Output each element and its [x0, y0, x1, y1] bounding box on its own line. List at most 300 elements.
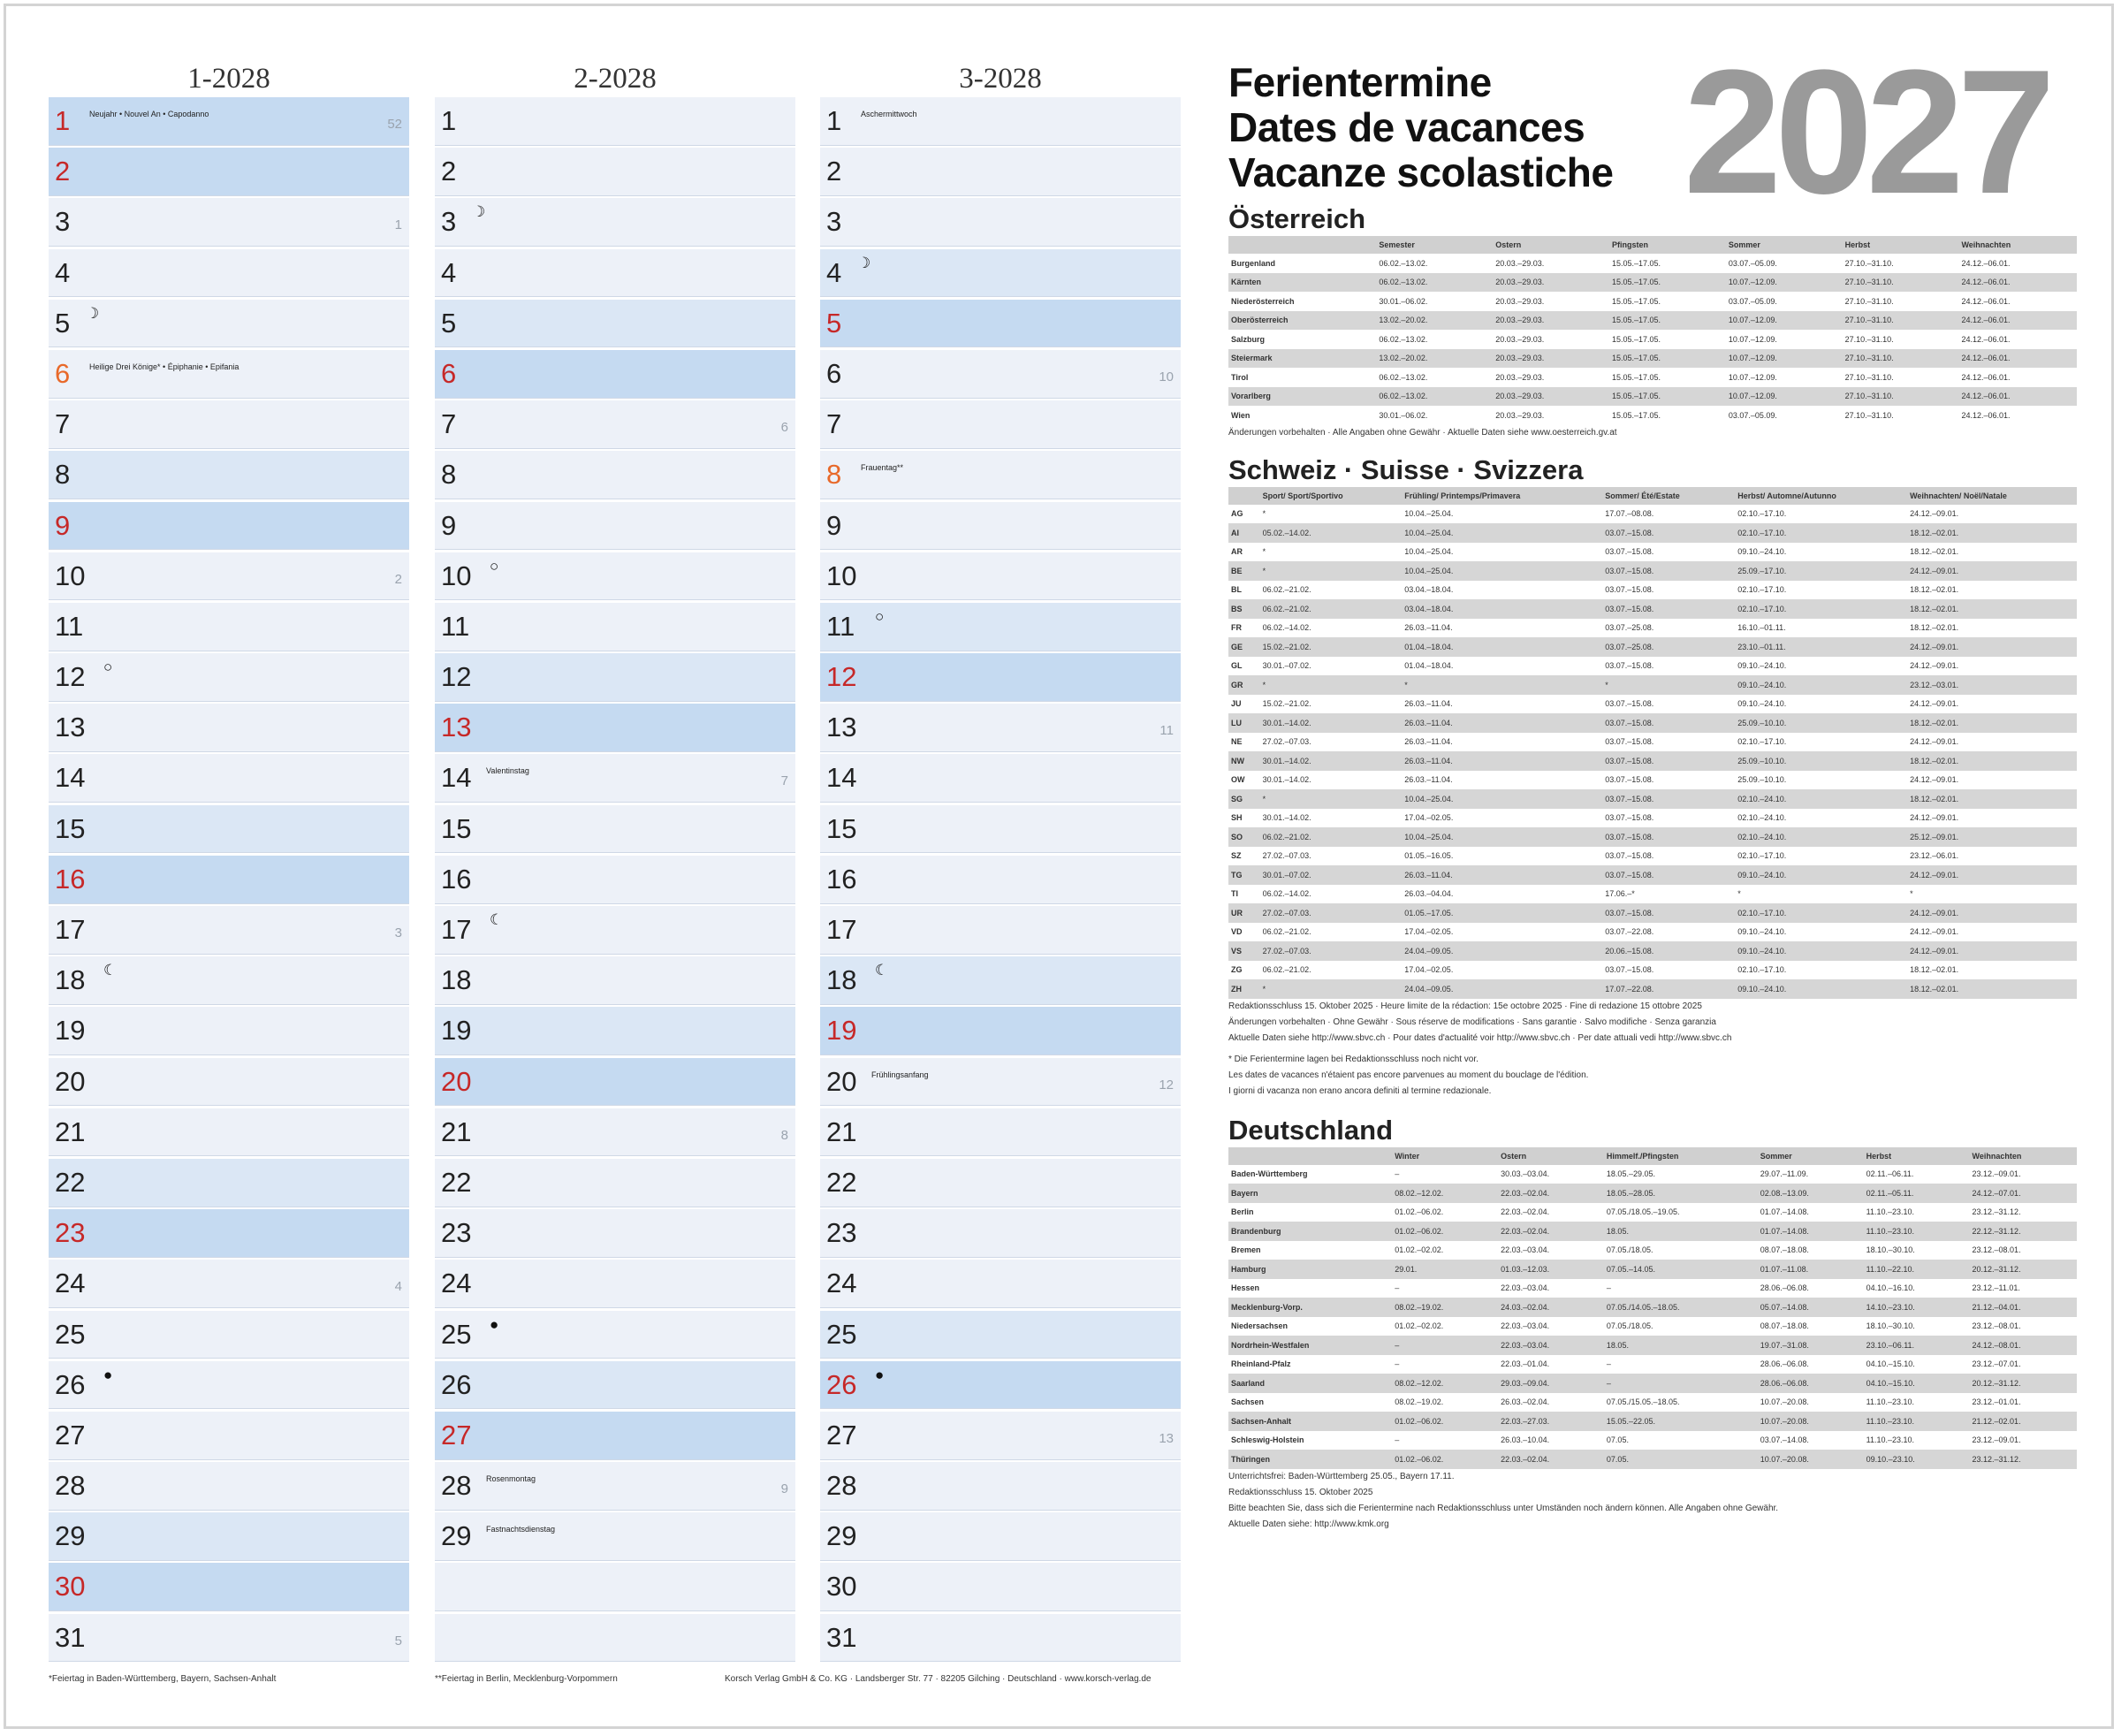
date-cell: 11.10.–23.10. [1864, 1412, 1970, 1431]
date-cell: 03.07.–25.08. [1605, 623, 1654, 633]
day-row[interactable] [820, 1614, 1181, 1663]
table-row [1228, 1222, 2077, 1241]
day-row[interactable] [49, 1058, 409, 1107]
day-row[interactable] [435, 1412, 795, 1460]
day-number: 26 [55, 1368, 86, 1400]
day-row[interactable] [820, 1412, 1181, 1460]
day-row[interactable] [435, 1311, 795, 1359]
day-row[interactable] [820, 956, 1181, 1005]
day-row[interactable] [49, 198, 409, 247]
day-row[interactable] [820, 148, 1181, 196]
region-cell: SO [1228, 827, 1260, 847]
day-row[interactable] [49, 704, 409, 752]
date-cell: 24.12.–09.01. [1907, 637, 2077, 657]
day-row[interactable] [820, 249, 1181, 298]
day-row[interactable] [820, 350, 1181, 399]
day-row[interactable] [49, 1159, 409, 1207]
date-cell: 05.07.–14.08. [1758, 1298, 1864, 1317]
date-cell: 22.03.–03.04. [1498, 1336, 1604, 1355]
date-cell: 02.11.–06.11. [1866, 1169, 1914, 1179]
day-note: Fastnachtsdienstag [486, 1525, 556, 1534]
day-note: Frühlingsanfang [871, 1070, 929, 1079]
day-row[interactable] [435, 704, 795, 752]
day-row[interactable] [49, 1614, 409, 1663]
region-cell: GE [1228, 637, 1260, 657]
date-cell: 28.06.–06.08. [1760, 1359, 1809, 1369]
date-cell: 03.07.–15.08. [1605, 737, 1654, 747]
swiss-note-4: * Die Ferientermine lagen bei Redaktionsschluss noch nicht vor. [1228, 1054, 1479, 1064]
date-cell: 18.12.–02.01. [1910, 965, 1959, 975]
day-row[interactable] [820, 300, 1181, 348]
day-row[interactable] [820, 1159, 1181, 1207]
table-row [1228, 1165, 2077, 1184]
date-cell: 25.12.–09.01. [1907, 827, 2077, 847]
day-note: Rosenmontag [486, 1474, 536, 1484]
day-number: 17 [441, 914, 472, 945]
date-cell: 01.02.–06.02. [1395, 1207, 1444, 1217]
region-cell: VD [1231, 927, 1243, 937]
date-cell: 06.02.–21.02. [1262, 927, 1311, 937]
date-cell: 22.03.–01.04. [1501, 1359, 1550, 1369]
day-row[interactable] [435, 300, 795, 348]
date-cell: 27.10.–31.10. [1844, 296, 1894, 306]
day-number: 3 [441, 206, 457, 238]
day-row[interactable] [435, 400, 795, 449]
day-number: 10 [826, 560, 857, 591]
region-cell: GL [1231, 661, 1243, 671]
region-cell: BE [1228, 561, 1260, 581]
day-note: Aschermittwoch [861, 110, 917, 118]
date-cell: 20.03.–29.03. [1495, 372, 1545, 382]
region-cell: Steiermark [1228, 349, 1376, 369]
day-row[interactable] [435, 906, 795, 955]
germany-note-3: Bitte beachten Sie, dass sich die Ferientermine nach Redaktionsschluss unter Umständen noch ändern können. Alle Angaben ohne Gewähr. [1228, 1503, 1779, 1513]
date-cell: 01.07.–11.08. [1758, 1260, 1864, 1279]
day-row[interactable] [820, 1058, 1181, 1107]
day-row[interactable] [49, 1412, 409, 1460]
day-row[interactable] [49, 1108, 409, 1157]
date-cell: 01.07.–14.08. [1758, 1222, 1864, 1241]
date-cell: 03.07.–15.08. [1602, 865, 1735, 885]
date-cell: 26.03.–04.04. [1404, 889, 1454, 899]
date-cell: 18.10.–30.10. [1866, 1245, 1915, 1255]
day-number: 20 [55, 1065, 86, 1097]
date-cell: 03.07.–15.08. [1605, 547, 1654, 557]
day-number: 20 [441, 1065, 472, 1097]
day-row[interactable] [49, 856, 409, 904]
table-row [1228, 1317, 2077, 1336]
swiss-note-2: Änderungen vorbehalten · Ohne Gewähr · Sous réserve de modifications · Sans garantie · Salvo modifiche · Senza garanzia [1228, 1016, 1716, 1027]
date-cell: * [1910, 889, 1913, 899]
date-cell: 20.03.–29.03. [1495, 410, 1545, 420]
day-row[interactable] [49, 97, 409, 146]
table-row [1228, 254, 2077, 273]
day-row[interactable] [820, 603, 1181, 651]
day-row[interactable] [820, 754, 1181, 803]
region-cell: Sachsen-Anhalt [1228, 1412, 1392, 1431]
day-row[interactable] [435, 1007, 795, 1055]
region-cell: LU [1228, 713, 1260, 733]
date-cell: 19.07.–31.08. [1758, 1336, 1864, 1355]
day-number: 3 [826, 206, 842, 238]
date-cell: 15.05.–22.05. [1604, 1412, 1758, 1431]
day-row[interactable] [49, 148, 409, 196]
day-row[interactable] [49, 400, 409, 449]
day-row[interactable] [49, 1260, 409, 1308]
date-cell: 03.07.–15.08. [1602, 713, 1735, 733]
date-cell: 27.10.–31.10. [1844, 372, 1894, 382]
day-row[interactable] [820, 1512, 1181, 1561]
day-row[interactable] [435, 603, 795, 651]
day-row[interactable] [435, 1361, 795, 1410]
region-cell: Bayern [1228, 1184, 1392, 1203]
date-cell: – [1604, 1374, 1758, 1393]
date-cell: 03.07.–15.08. [1602, 789, 1735, 809]
region-cell: Salzburg [1231, 334, 1266, 344]
region-cell: Oberösterreich [1228, 311, 1376, 331]
table-row [1228, 406, 2077, 425]
day-row[interactable] [49, 1512, 409, 1561]
day-row[interactable] [49, 1462, 409, 1511]
date-cell: 01.05.–17.05. [1402, 903, 1602, 923]
day-number: 28 [55, 1470, 86, 1502]
day-row[interactable] [435, 1512, 795, 1561]
date-cell: 20.03.–29.03. [1493, 387, 1609, 407]
date-cell: 03.07.–05.09. [1728, 258, 1777, 268]
day-row[interactable] [820, 653, 1181, 702]
date-cell: 06.02.–13.02. [1379, 372, 1428, 382]
day-row[interactable] [820, 1361, 1181, 1410]
day-number: 3 [55, 206, 71, 238]
date-cell: 10.07.–12.09. [1726, 311, 1843, 331]
day-number: 5 [55, 307, 71, 339]
region-cell: BS [1228, 599, 1260, 619]
date-cell: 30.01.–07.02. [1262, 661, 1311, 671]
day-row[interactable] [49, 1007, 409, 1055]
day-row[interactable] [435, 1108, 795, 1157]
date-cell: 18.12.–02.01. [1907, 523, 2077, 543]
day-row[interactable] [49, 603, 409, 651]
month-column [49, 60, 409, 1664]
date-cell: 03.07.–15.08. [1602, 599, 1735, 619]
day-row[interactable] [49, 906, 409, 955]
day-row[interactable] [820, 1260, 1181, 1308]
table-row [1228, 865, 2077, 885]
day-number: 11 [55, 610, 84, 642]
table-row [1228, 599, 2077, 619]
day-row[interactable] [435, 97, 795, 146]
date-cell: 24.12.–06.01. [1958, 387, 2077, 407]
date-cell: 03.07.–05.09. [1728, 410, 1777, 420]
day-row[interactable] [820, 1007, 1181, 1055]
day-row[interactable] [49, 249, 409, 298]
month-column [435, 60, 795, 1664]
day-number: 2 [441, 156, 457, 187]
date-cell: 09.10.–24.10. [1737, 927, 1787, 937]
date-cell: 27.10.–31.10. [1843, 273, 1959, 293]
table-row [1228, 330, 2077, 349]
date-cell: 08.02.–12.02. [1392, 1374, 1498, 1393]
date-cell: 25.09.–10.10. [1737, 775, 1787, 785]
table-row [1228, 1450, 2077, 1469]
region-cell: Niederösterreich [1231, 296, 1295, 306]
day-row[interactable] [49, 653, 409, 702]
date-cell: 10.04.–25.04. [1404, 509, 1454, 519]
table-row [1228, 311, 2077, 331]
date-cell: 23.12.–31.12. [1972, 1207, 2021, 1217]
date-cell: 02.10.–17.10. [1735, 599, 1907, 619]
date-cell: 01.04.–18.04. [1404, 661, 1454, 671]
date-cell: 24.04.–09.05. [1402, 941, 1602, 961]
day-number: 26 [826, 1368, 857, 1400]
table-row [1228, 292, 2077, 311]
day-row[interactable] [820, 502, 1181, 551]
day-row[interactable] [435, 754, 795, 803]
table-row [1228, 675, 2077, 695]
date-cell: 10.07.–12.09. [1726, 349, 1843, 369]
month-footnote: Korsch Verlag GmbH & Co. KG · Landsberger Str. 77 · 82205 Gilching · Deutschland · www.korsch-verlag.de [725, 1674, 1152, 1684]
day-number: 26 [441, 1368, 472, 1400]
day-number: 11 [826, 610, 855, 642]
day-row[interactable] [435, 502, 795, 551]
day-row[interactable] [49, 956, 409, 1005]
day-row[interactable] [820, 1108, 1181, 1157]
date-cell: 25.09.–10.10. [1735, 751, 1907, 771]
date-cell: 23.12.–09.01. [1972, 1435, 2021, 1445]
day-row[interactable] [820, 97, 1181, 146]
date-cell: 06.02.–13.02. [1379, 334, 1428, 344]
day-number: 9 [441, 509, 457, 541]
table-row [1228, 789, 2077, 809]
day-row[interactable] [820, 1311, 1181, 1359]
date-cell: 14.10.–23.10. [1864, 1298, 1970, 1317]
date-cell: 15.05.–17.05. [1609, 349, 1726, 369]
day-row[interactable] [435, 1462, 795, 1511]
date-cell: 13.02.–20.02. [1376, 311, 1493, 331]
date-cell: 26.03.–11.04. [1404, 623, 1453, 633]
date-cell: 03.07.–15.08. [1602, 751, 1735, 771]
date-cell: 10.07.–12.09. [1726, 273, 1843, 293]
day-row[interactable] [435, 653, 795, 702]
day-row[interactable] [435, 805, 795, 854]
table-row [1228, 1431, 2077, 1450]
day-number: 16 [55, 863, 86, 895]
date-cell: 11.10.–23.10. [1866, 1207, 1915, 1217]
date-cell: 03.07.–15.08. [1605, 699, 1654, 709]
day-number: 29 [826, 1520, 857, 1552]
date-cell: 23.12.–31.12. [1970, 1450, 2077, 1469]
day-number: 14 [441, 762, 472, 794]
day-row[interactable] [435, 1209, 795, 1258]
day-row[interactable] [820, 1563, 1181, 1611]
date-cell: 06.02.–21.02. [1260, 827, 1403, 847]
day-row[interactable] [435, 451, 795, 499]
date-cell: 23.10.–01.11. [1735, 637, 1907, 657]
date-cell: 01.02.–06.02. [1392, 1412, 1498, 1431]
day-number: 5 [441, 307, 457, 339]
table-row [1228, 903, 2077, 923]
date-cell: 17.06.–* [1605, 889, 1635, 899]
table-row [1228, 941, 2077, 961]
date-cell: 24.12.–06.01. [1961, 296, 2011, 306]
day-row[interactable] [49, 350, 409, 399]
day-number: 7 [55, 408, 71, 440]
region-cell: BL [1231, 585, 1242, 595]
date-cell: – [1395, 1169, 1400, 1179]
column-header: Weihnachten [1970, 1147, 2077, 1165]
date-cell: 01.02.–06.02. [1392, 1450, 1498, 1469]
table-row [1228, 713, 2077, 733]
day-row[interactable] [820, 451, 1181, 499]
day-number: 28 [441, 1470, 472, 1502]
day-row[interactable] [820, 198, 1181, 247]
date-cell: 28.06.–06.08. [1758, 1374, 1864, 1393]
day-number: 1 [55, 105, 71, 136]
date-cell: 10.07.–12.09. [1728, 372, 1777, 382]
date-cell: 22.12.–31.12. [1970, 1222, 2077, 1241]
day-row[interactable] [435, 1058, 795, 1107]
day-row[interactable] [435, 249, 795, 298]
day-row[interactable] [49, 1563, 409, 1611]
month-title: 1-2028 [187, 63, 270, 95]
date-cell: 10.04.–25.04. [1402, 523, 1602, 543]
date-cell: 10.07.–12.09. [1728, 334, 1777, 344]
day-number: 21 [826, 1115, 857, 1147]
day-row[interactable] [435, 350, 795, 399]
date-cell: 15.05.–17.05. [1612, 296, 1661, 306]
day-row[interactable] [435, 1159, 795, 1207]
date-cell: 10.07.–20.08. [1758, 1412, 1864, 1431]
date-cell: 03.07.–15.08. [1605, 813, 1654, 823]
date-cell: 22.03.–03.04. [1501, 1321, 1550, 1331]
moon-phase-icon: ☾ [103, 962, 118, 979]
date-cell: 18.12.–02.01. [1907, 979, 2077, 999]
day-row[interactable] [435, 198, 795, 247]
date-cell: 03.07.–15.08. [1605, 851, 1654, 861]
date-cell: 20.03.–29.03. [1493, 273, 1609, 293]
day-row[interactable] [49, 300, 409, 348]
date-cell: 15.05.–17.05. [1612, 258, 1661, 268]
date-cell: 11.10.–22.10. [1864, 1260, 1970, 1279]
day-row[interactable] [49, 1361, 409, 1410]
day-row[interactable] [820, 1462, 1181, 1511]
day-number: 25 [826, 1318, 857, 1350]
day-row[interactable] [820, 552, 1181, 601]
date-cell: 23.12.–09.01. [1972, 1169, 2021, 1179]
day-number: 13 [55, 712, 86, 743]
date-cell: 22.03.–02.04. [1498, 1450, 1604, 1469]
table-row [1228, 847, 2077, 866]
date-cell: 20.03.–29.03. [1495, 296, 1545, 306]
day-row[interactable] [820, 856, 1181, 904]
date-cell: 03.07.–15.08. [1605, 965, 1654, 975]
germany-table [1228, 1147, 2077, 1469]
day-number: 1 [826, 105, 842, 136]
day-row[interactable] [820, 906, 1181, 955]
region-cell: NE [1231, 737, 1243, 747]
day-row[interactable] [435, 148, 795, 196]
date-cell: 18.12.–02.01. [1910, 547, 1959, 557]
date-cell: – [1606, 1359, 1611, 1369]
day-row[interactable] [820, 805, 1181, 854]
date-cell: 15.05.–17.05. [1609, 311, 1726, 331]
day-number: 16 [441, 863, 472, 895]
day-number: 4 [826, 256, 842, 288]
day-row[interactable] [49, 451, 409, 499]
region-cell: ZG [1231, 965, 1243, 975]
date-cell: 27.10.–31.10. [1844, 334, 1894, 344]
date-cell: 25.09.–17.10. [1735, 561, 1907, 581]
day-number: 10 [55, 560, 86, 591]
day-row[interactable] [435, 1260, 795, 1308]
region-cell: GR [1228, 675, 1260, 695]
day-number: 1 [441, 105, 457, 136]
day-number: 27 [441, 1419, 472, 1450]
date-cell: 18.05. [1604, 1222, 1758, 1241]
day-row[interactable] [820, 704, 1181, 752]
day-row[interactable] [435, 1563, 795, 1611]
column-header: Sommer [1758, 1147, 1864, 1165]
day-row[interactable] [49, 754, 409, 803]
day-row[interactable] [435, 552, 795, 601]
day-number: 2 [826, 156, 842, 187]
table-row [1228, 619, 2077, 638]
day-number: 12 [441, 661, 472, 693]
day-row[interactable] [435, 1614, 795, 1663]
date-cell: – [1606, 1283, 1611, 1293]
day-row[interactable] [49, 805, 409, 854]
austria-title: Österreich [1228, 203, 1366, 234]
date-cell: * [1260, 561, 1403, 581]
table-row [1228, 273, 2077, 293]
day-row[interactable] [435, 956, 795, 1005]
day-number: 15 [55, 812, 86, 844]
day-row[interactable] [435, 856, 795, 904]
table-row [1228, 751, 2077, 771]
date-cell: 26.03.–02.04. [1501, 1397, 1550, 1407]
day-number: 27 [55, 1419, 86, 1450]
moon-phase-icon: ○ [875, 607, 885, 625]
date-cell: 26.03.–11.04. [1402, 751, 1602, 771]
day-row[interactable] [820, 1209, 1181, 1258]
date-cell: 26.03.–11.04. [1402, 713, 1602, 733]
date-cell: 02.10.–17.10. [1737, 585, 1787, 595]
date-cell: 22.03.–02.04. [1498, 1222, 1604, 1241]
austria-table [1228, 236, 2077, 425]
day-number: 18 [826, 964, 857, 996]
month-title: 2-2028 [574, 63, 657, 95]
day-row[interactable] [820, 400, 1181, 449]
day-row[interactable] [49, 502, 409, 551]
date-cell: 07.05.–14.05. [1604, 1260, 1758, 1279]
date-cell: 09.10.–24.10. [1737, 547, 1787, 557]
day-row[interactable] [49, 1209, 409, 1258]
day-number: 4 [55, 256, 71, 288]
date-cell: 23.12.–06.01. [1910, 851, 1959, 861]
region-cell: OW [1231, 775, 1245, 785]
day-row[interactable] [49, 1311, 409, 1359]
swiss-note-6: I giorni di vacanza non erano ancora definiti al termine redazionale. [1228, 1085, 1492, 1096]
day-number: 28 [826, 1470, 857, 1502]
day-row[interactable] [49, 552, 409, 601]
region-cell: SZ [1231, 851, 1242, 861]
day-number: 30 [55, 1571, 86, 1603]
date-cell: 03.07.–25.08. [1602, 637, 1735, 657]
swiss-table [1228, 487, 2077, 999]
date-cell: 27.10.–31.10. [1843, 349, 1959, 369]
day-number: 12 [826, 661, 857, 693]
table-row [1228, 1298, 2077, 1317]
